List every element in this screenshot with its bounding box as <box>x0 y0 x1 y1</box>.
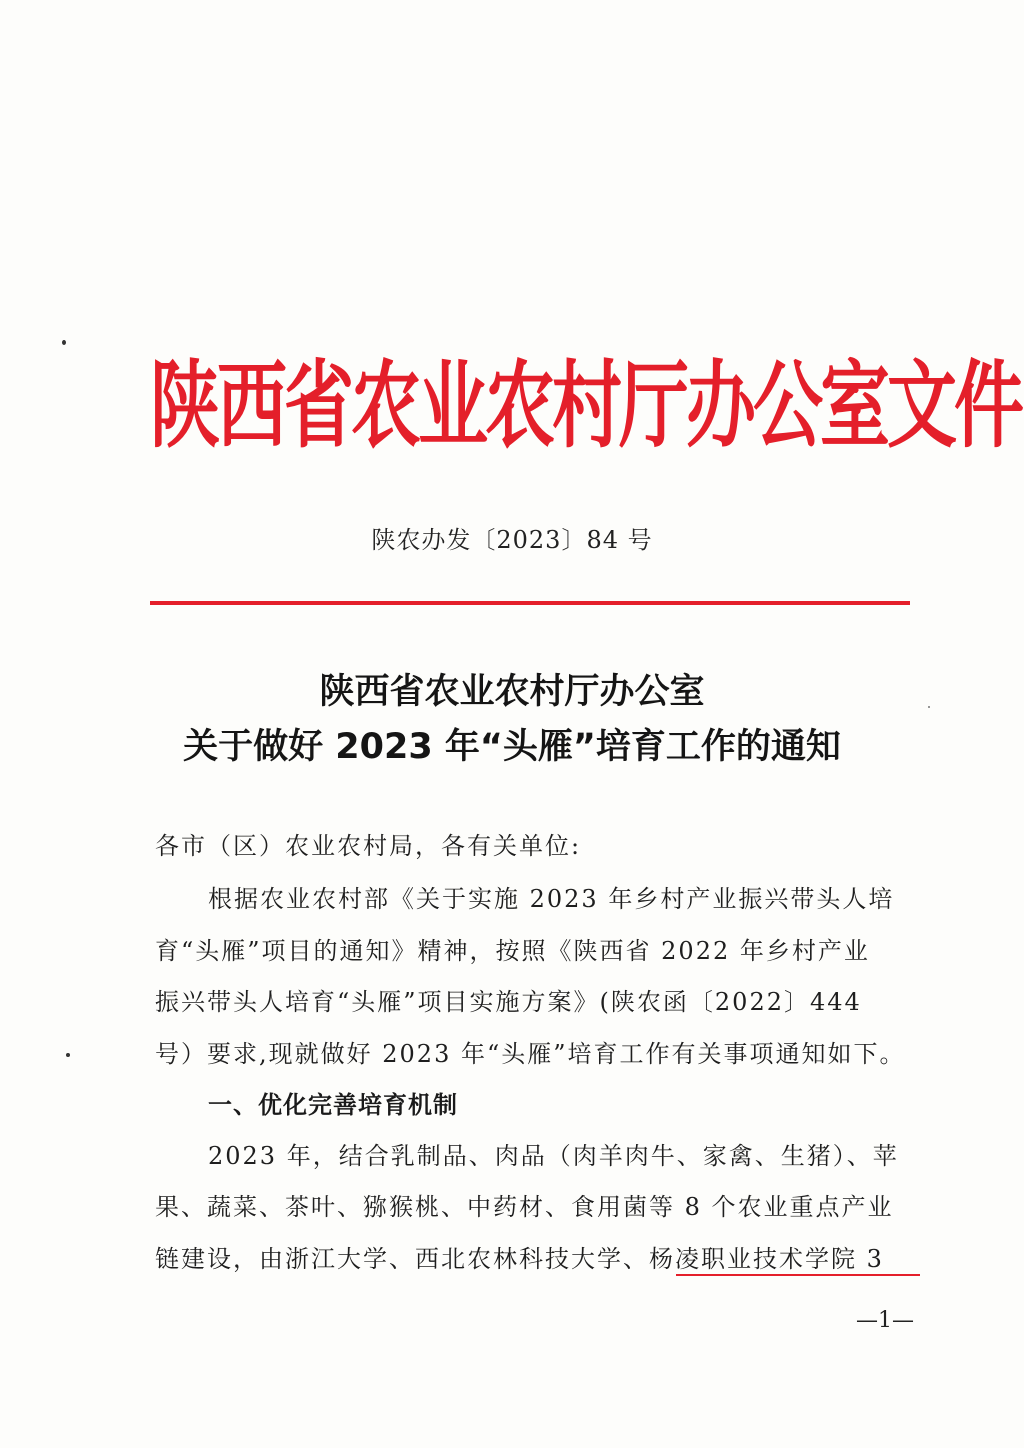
paragraph-line: 链建设，由浙江大学、西北农林科技大学、杨凌职业技术学院 3 <box>155 1245 884 1273</box>
notice-title-line-2: 关于做好 2023 年“头雁”培育工作的通知 <box>183 727 841 767</box>
paragraph-line: 果、蔬菜、茶叶、猕猴桃、中药材、食用菌等 8 个农业重点产业 <box>155 1193 894 1221</box>
red-handwritten-underline <box>676 1274 920 1276</box>
paragraph-line: 号）要求,现就做好 2023 年“头雁”培育工作有关事项通知如下。 <box>155 1040 906 1068</box>
red-separator-line <box>150 601 910 605</box>
scan-speck <box>66 1053 70 1057</box>
page-number: —1— <box>856 1308 914 1333</box>
paragraph-line: 根据农业农村部《关于实施 2023 年乡村产业振兴带头人培 <box>208 885 895 913</box>
issuing-office-header: 陕西省农业农村厅办公室文件 <box>150 350 1021 461</box>
paragraph-line: 2023 年，结合乳制品、肉品（肉羊肉牛、家禽、生猪）、苹 <box>208 1142 899 1170</box>
paragraph-line: 育“头雁”项目的通知》精神，按照《陕西省 2022 年乡村产业 <box>155 937 870 965</box>
notice-title-line-1: 陕西省农业农村厅办公室 <box>319 672 705 712</box>
salutation: 各市（区）农业农村局，各有关单位: <box>155 832 582 860</box>
paragraph-line: 振兴带头人培育“头雁”项目实施方案》(陕农函〔2022〕444 <box>155 988 862 1016</box>
scan-speck <box>62 340 66 345</box>
document-number: 陕农办发〔2023〕84 号 <box>371 526 653 554</box>
section-heading-1: 一、优化完善培育机制 <box>208 1091 458 1119</box>
scan-speck <box>928 706 930 708</box>
